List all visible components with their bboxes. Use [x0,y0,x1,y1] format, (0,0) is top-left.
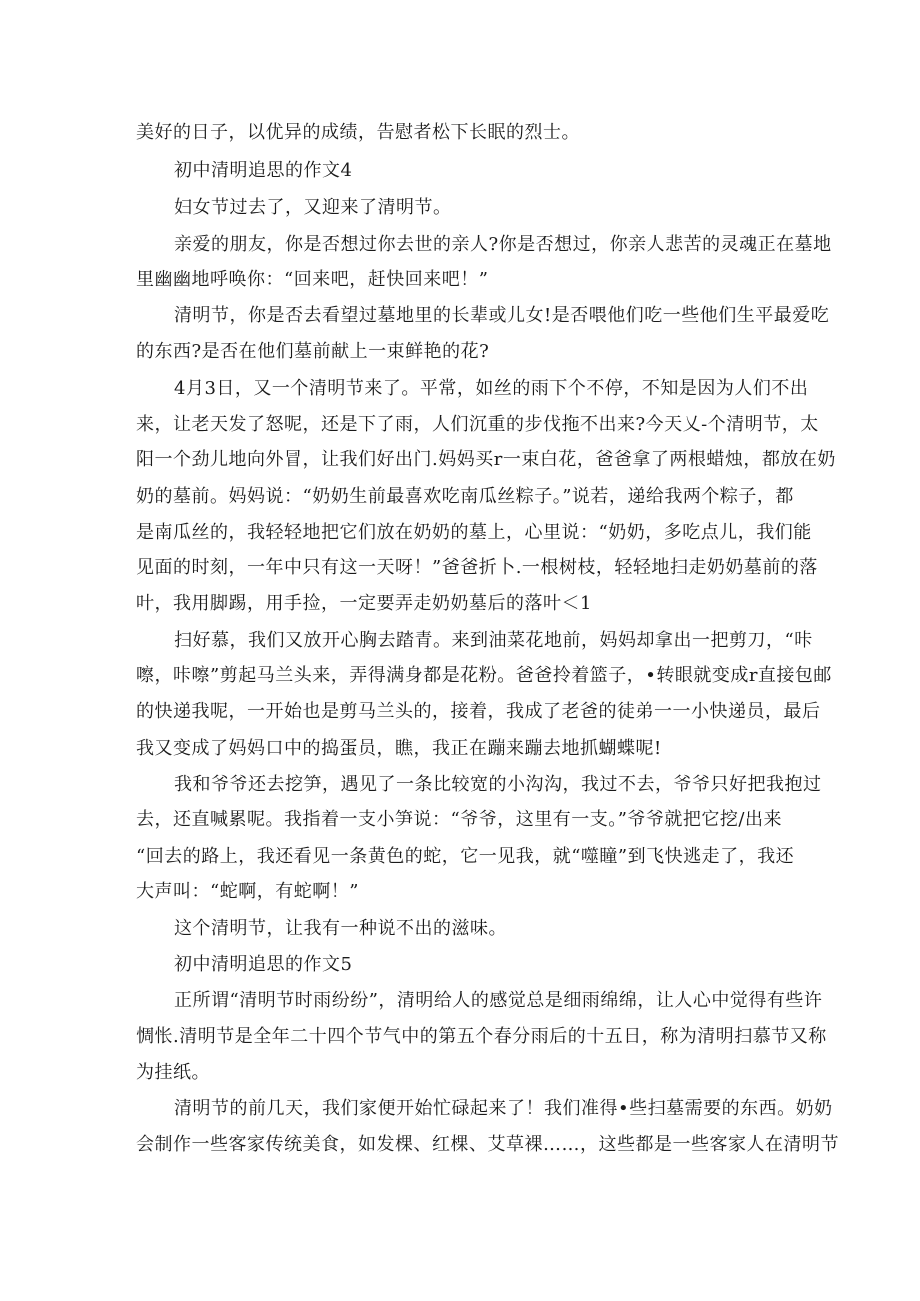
text-line: 的东西?是否在他们墓前献上一束鲜艳的花? [136,341,490,362]
text-line: 这个清明节，让我有一种说不出的滋味。 [174,918,507,939]
text-line: 亲爱的朋友，你是否想过你去世的亲人?你是否想过，你亲人悲苦的灵魂正在墓地 [174,234,832,255]
text-line: 奶的墓前。妈妈说：“奶奶生前最喜欢吃南瓜丝粽子。”说若，递给我两个粽子，都 [136,486,794,507]
text-line: 为挂纸。 [136,1062,210,1083]
text-line: 正所谓“清明节时雨纷纷”，清明给人的感觉总是细雨绵绵，让人心中觉得有些许 [174,990,823,1011]
text-line: 我和爷爷还去挖笋，遇见了一条比较宽的小沟沟，我过不去，爷爷只好把我抱过 [174,774,822,795]
text-line: 见面的时刻，一年中只有这一天呀！”爸爸折卜.一根树枝，轻轻地扫走奶奶墓前的落 [136,557,818,578]
text-line: 4月3日，又一个清明节来了。平常，如丝的雨下个不停，不知是因为人们不出 [174,378,809,399]
text-line: 叶，我用脚踢，用手捡，一定要弄走奶奶墓后的落叶＜1 [136,593,592,614]
text-line: 妇女节过去了，又迎来了清明节。 [174,197,452,218]
text-line: 大声叫：“蛇啊，有蛇啊！” [136,881,359,902]
text-line: 我又变成了妈妈口中的捣蛋员，瞧，我正在蹦来蹦去地抓蝴蝶呢! [136,738,662,759]
text-line: “回去的路上，我还看见一条黄色的蛇，它一见我，就“噬瞳”到飞快逃走了，我还 [136,846,795,867]
text-line: 阳一个劲儿地向外冒，让我们好出门.妈妈买r一束白花，爸爸拿了两根蜡烛，都放在奶 [136,449,836,470]
text-line: 会制作一些客家传统美食，如发棵、红棵、艾草裸……，这些都是一些客家人在清明节 [136,1134,839,1155]
text-line: 来，让老天发了怒呢，还是下了雨，人们沉重的步伐拖不出来?今天乂-个清明节，太 [136,414,819,435]
text-line: 清明节的前几天，我们家便开始忙碌起来了！我们准得•些扫墓需要的东西。奶奶 [174,1098,833,1119]
text-line: 嚓，咔嚓”剪起马兰头来，弄得满身都是花粉。爸爸拎着篮子，•转眼就变成r直接包邮 [136,665,832,686]
text-line: 扫好慕，我们又放开心胸去踏青。来到油菜花地前，妈妈却拿出一把剪刀，“咔 [174,630,813,651]
text-line: 惆怅.清明节是全年二十四个节气中的第五个春分雨后的十五日，称为清明扫慕节又称 [136,1026,827,1047]
section-heading: 初中清明追思的作文5 [174,954,353,975]
text-line: 去，还直喊累呢。我指着一支小笋说：“爷爷，这里有一支。”爷爷就把它挖/出来 [136,809,782,830]
text-line: 美好的日子，以优异的成绩，告慰者松下长眠的烈士。 [136,122,580,143]
text-line: 里幽幽地呼唤你：“回来吧，赶快回来吧！” [136,269,489,290]
text-line: 的快递我呢，一开始也是剪马兰头的，接着，我成了老爸的徒弟一一小快递员，最后 [136,701,821,722]
text-line: 清明节，你是否去看望过墓地里的长辈或儿女!是否喂他们吃一些他们生平最爱吃 [174,305,830,326]
section-heading: 初中清明追思的作文4 [174,160,353,181]
text-line: 是南瓜丝的，我轻轻地把它们放在奶奶的墓上，心里说：“奶奶，多吃点儿，我们能 [136,522,812,543]
